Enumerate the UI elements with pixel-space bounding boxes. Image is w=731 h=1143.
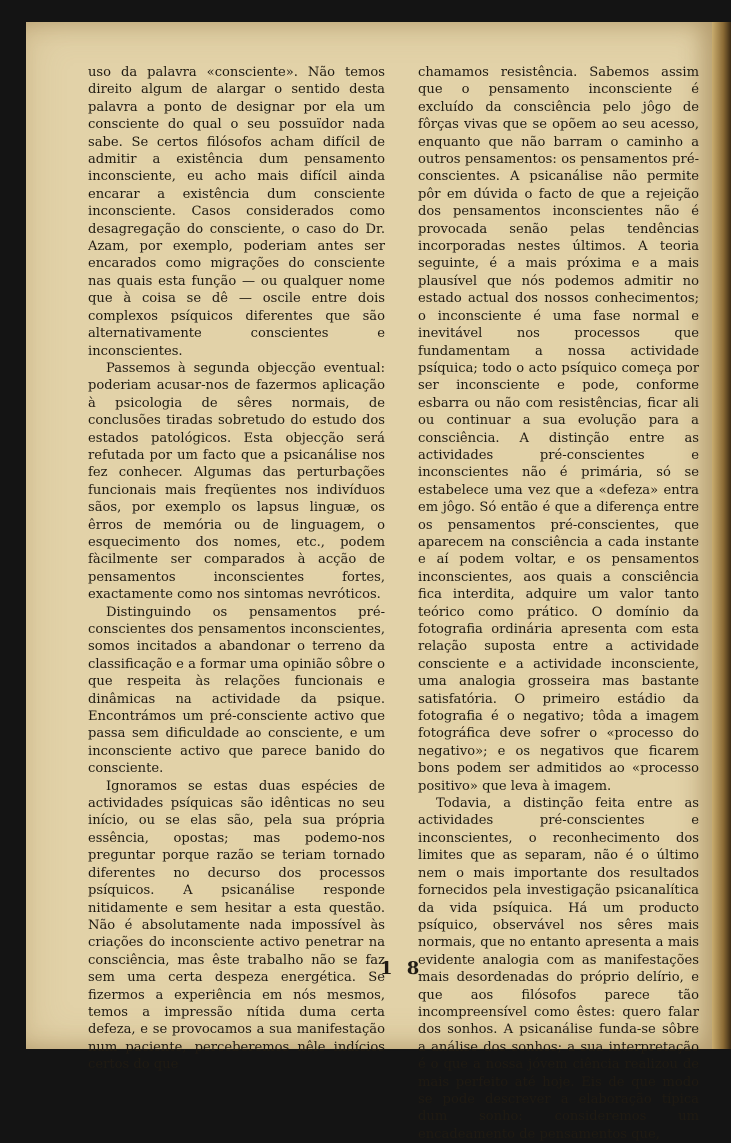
paragraph: Distinguindo os pensamentos pré-conscientes dos pensamentos inconscientes, somos incitados a abandonar o terreno da classificação e a formar uma opinião sôbre o que respeita às relações funcionais e dinâmicas na actividade da psique. Encontrámos um pré-consciente activo que passa sem dificuldade ao consciente, e um inconsciente activo que parece banido do consciente.: [88, 604, 385, 777]
page-edge: [712, 22, 731, 1049]
right-column: [418, 64, 699, 1143]
paragraph: uso da palavra «consciente». Não temos direito algum de alargar o sentido desta palavra a ponto de designar por ela um consciente do qual o seu possuïdor nada sabe. Se certos filósofos acham difícil de admitir a existência dum pensamento inconsciente, eu acho mais difícil ainda encarar a existência dum consciente inconsciente. Casos considerados como desagregação do consciente, o caso do Dr. Azam, por exemplo, poderiam antes ser encarados como migrações do consciente nas quais esta função — ou qualquer nome que à coisa se dê — oscile entre dois complexos psíquicos diferentes que são alternativamente conscientes e inconscientes.: [88, 65, 385, 359]
paragraph: chamamos resistência. Sabemos assim que o pensamento inconsciente é excluído da consciência pelo jôgo de fôrças vivas que se opõem ao seu acesso, enquanto que não barram o caminho a outros pensamentos: os pensamentos pré-conscientes. A psicanálise não permite pôr em dúvida o facto de que a rejeição dos pensamentos inconscientes não é provocada senão pelas tendências incorporadas nestes últimos. A teoria seguinte, é a mais próxima e a mais plausível que nós podemos admitir no estado actual dos nossos conhecimentos; o inconsciente é uma fase normal e inevitável nos processos que fundamentam a nossa actividade psíquica; todo o acto psíquico começa por ser inconsciente e pode, conforme esbarra ou não com resistências, ficar ali ou continuar a sua evolução para a consciência. A distinção entre as actividades pré-conscientes e inconscientes não é primária, só se estabelece uma vez que a «defeza» entra em jôgo. Só então é que a diferença entre os pensamentos pré-conscientes, que aparecem na consciência a cada instante e aí podem voltar, e os pensamentos inconscientes, aos quais a consciência fica interdita, adquire um valor tanto teórico como prático. O domínio da fotografia ordinária apresenta com esta relação suposta entre a actividade consciente e a actividade inconsciente, uma analogia grosseira mas bastante satisfatória. O primeiro estádio da fotografia é o negativo; tôda a imagem fotográfica deve sofrer o «processo do negativo»; e os negativos que ficarem bons podem ser admitidos ao «processo positivo» que leva à imagem.: [418, 65, 699, 794]
page-number: 1 8: [380, 958, 424, 979]
left-column: [88, 64, 385, 1074]
paragraph: Todavia, a distinção feita entre as actividades pré-conscientes e inconscientes, o reconhecimento dos limites que as separam, não é o último nem o mais importante dos resultados fornecidos pela investigação psicanalítica da vida psíquica. Há um producto psíquico, observável nos sêres mais normais, que no entanto apresenta a mais evidente analogia com as manifestações mais desordenadas do próprio delírio, e que aos filósofos parece tão incompreensível como êstes: quero falar dos sonhos. A psicanálise funda-se sôbre a análise dos sonhos; a sua interpretação é o que a nossa jóvem ciência realizou de mais perfeito até hoje. Eis de que modo se pode descrever a elaboração típica dum sonho: consideremos um encadeamento de pensamentos que,: [418, 796, 699, 1142]
paragraph: Passemos à segunda objecção eventual: poderiam acusar-nos de fazermos aplicação à psicologia de sêres normais, de conclusões tiradas sobretudo do estudo dos estados patológicos. Esta objecção será refutada por um facto que a psicanálise nos fez conhecer. Algumas das perturbações funcionais mais freqüentes nos indivíduos sãos, por exemplo os lapsus linguæ, os êrros de memória ou de linguagem, o esquecimento dos nomes, etc., podem fàcilmente ser comparados à acção de pensamentos inconscientes fortes, exactamente como nos sintomas nevróticos.: [88, 360, 385, 603]
paragraph: Ignoramos se estas duas espécies de actividades psíquicas são idênticas no seu início, ou se elas são, pela sua própria essência, opostas; mas podemo-nos preguntar porque razão se teriam tornado diferentes no decurso dos processos psíquicos. A psicanálise responde nitidamente e sem hesitar a esta questão. Não é absolutamente nada impossível às criações do inconsciente activo penetrar na consciência, mas êste trabalho não se faz sem uma certa despeza energética. Se fizermos a experiência em nós mesmos, temos a impressão nítida duma certa defeza, e se provocamos a sua manifestação num paciente, perceberemos nêle indícios certos do que: [88, 778, 385, 1073]
